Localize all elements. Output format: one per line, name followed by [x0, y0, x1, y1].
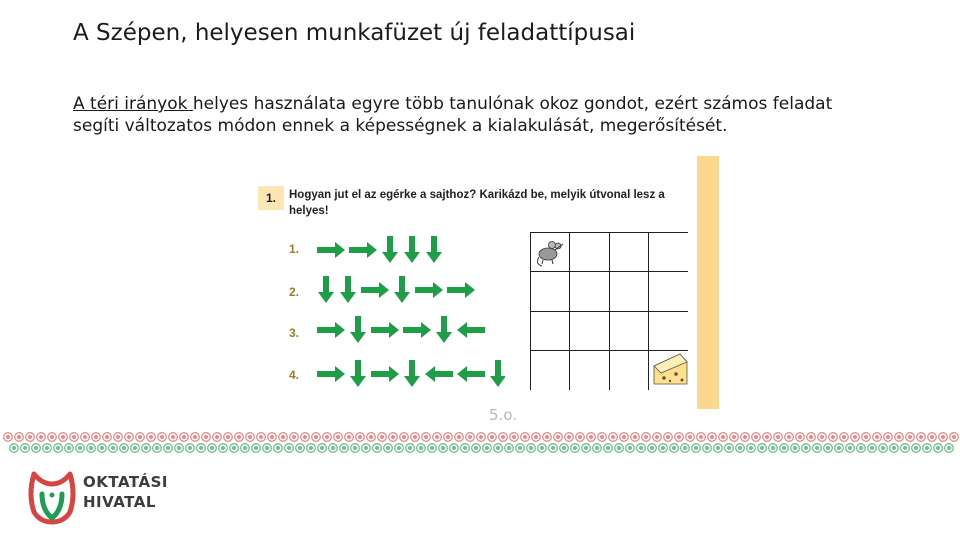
route-3-arrow-6-left	[457, 322, 485, 338]
route-label-4: 4.	[289, 368, 300, 382]
route-4-arrow-5-left	[425, 366, 453, 382]
route-label-3: 3.	[289, 326, 300, 340]
page-reference: 5.o.	[489, 406, 517, 424]
route-4-arrow-1-right	[317, 366, 345, 382]
worksheet-side-bar	[697, 156, 719, 409]
maze-grid	[530, 232, 690, 390]
route-3-arrow-3-right	[371, 322, 399, 338]
route-1-arrow-2-right	[349, 242, 377, 258]
paragraph-rest: helyes használata egyre több tanulónak okoz gondot, ezért számos feladat segíti változatos módon ennek a képességnek a kialakulását, megerősítését.	[73, 94, 833, 136]
route-4-arrow-7-down	[490, 360, 505, 387]
logo-line-1: OKTATÁSI	[83, 473, 168, 491]
route-4-arrow-4-down	[404, 360, 420, 387]
route-4-arrow-3-right	[371, 366, 399, 382]
route-2-arrow-2-down	[340, 276, 356, 303]
route-3-arrow-4-right	[403, 322, 431, 338]
mouse-icon	[538, 242, 563, 267]
decorative-flower-border	[0, 430, 960, 454]
route-3-arrow-5-down	[436, 316, 452, 343]
slide-title: A Szépen, helyesen munkafüzet új feladattípusai	[73, 20, 636, 46]
route-2-arrow-6-right	[447, 282, 475, 298]
slide-paragraph	[73, 93, 863, 137]
route-4-arrow-6-left	[457, 366, 485, 382]
route-label-1: 1.	[289, 242, 300, 256]
route-2-arrow-1-down	[318, 276, 334, 303]
route-label-2: 2.	[289, 285, 300, 299]
route-1-arrow-3-down	[382, 236, 398, 263]
route-4-arrow-2-down	[350, 360, 366, 387]
paragraph-underlined-phrase: A téri irányok	[73, 94, 193, 114]
route-1-arrow-4-down	[404, 236, 420, 263]
route-2-arrow-5-right	[415, 282, 443, 298]
route-3-arrow-1-right	[317, 322, 345, 338]
cheese-icon	[654, 354, 687, 384]
route-1-arrow-1-right	[317, 242, 345, 258]
task-question: Hogyan jut el az egérke a sajthoz? Karikázd be, melyik útvonal lesz a helyes!	[289, 189, 665, 217]
logo-line-2: HIVATAL	[83, 493, 156, 511]
route-1-arrow-5-down	[426, 236, 442, 263]
route-arrows	[315, 232, 505, 392]
route-3-arrow-2-down	[350, 316, 366, 343]
route-2-arrow-3-right	[361, 282, 389, 298]
owl-logo-icon	[24, 464, 80, 526]
logo-wordmark	[83, 472, 168, 512]
task-number: 1.	[258, 186, 284, 210]
route-2-arrow-4-down	[394, 276, 410, 303]
